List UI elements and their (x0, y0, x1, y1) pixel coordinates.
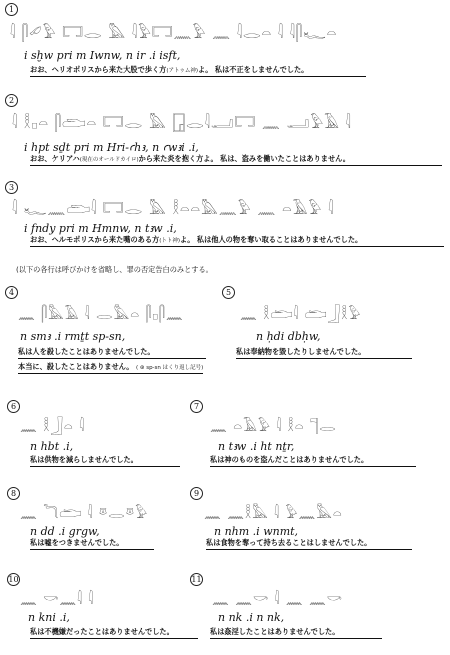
item-number-10: 10 (8, 575, 19, 584)
translation-8: 私は嘘をつきませんでした。 (30, 538, 154, 550)
translation-1-tail: よ。 私は不正をしませんでした。 (198, 65, 309, 74)
translation-4-note-paren: ( ⊛ sp-sn はくり返し記号) (135, 365, 204, 371)
transliteration-7: n tꜣw .i ht nṯr, (218, 440, 295, 453)
hieroglyph-line-9: 𓈖 𓈖𓎛𓅓 𓇋 𓅱𓈖𓅓𓏏 (204, 506, 343, 522)
hieroglyph-line-4: 𓈖 𓋴𓅓𓄿 𓇋 𓂋𓅓𓏏 𓋴𓊪𓋴𓈖 (18, 307, 184, 323)
item-number-1: 1 (5, 3, 18, 16)
transliteration-5: n ḥdi dbḥw, (256, 330, 321, 343)
transliteration-6: n hbt .i, (30, 440, 74, 453)
transliteration-8: n dd .i grgw, (30, 525, 100, 538)
translation-2-tail: から来た炎を抱く方よ。 私は、盗みを働いたことはありません。 (138, 154, 350, 163)
transliteration-11: n nk .i n nk, (218, 611, 285, 624)
translation-2 (30, 154, 442, 166)
hieroglyph-line-2: 𓇋 𓎛𓊪𓏏 𓋴𓂧𓏏 𓉐𓂋 𓅓 𓉗𓂋𓇋𓂝𓉐 𓈖 𓂝𓅱𓄿 𓇋 (12, 114, 352, 132)
translation-5: 私は奉納物を毀したりしませんでした。 (236, 347, 412, 359)
hieroglyph-line-10: 𓈖 𓎡𓈖𓇋 𓇋 (20, 592, 95, 608)
translation-6: 私は供物を減らしませんでした。 (30, 455, 180, 467)
item-number-6: 6 (7, 400, 20, 413)
item-number-2: 2 (5, 94, 18, 107)
item-number-7: 7 (190, 400, 203, 413)
hieroglyph-line-8: 𓈖 𓆓𓂧 𓇋 𓎼𓂋𓎼𓅱 (20, 506, 149, 522)
translation-2-paren: (現在のオールドカイロ) (79, 157, 139, 163)
translation-1-main: おお、ヘリオポリスから来た大股で歩く方 (30, 65, 167, 74)
intro-note: (以下の各行は呼びかけを省略し、罪の否定告白のみとする。 (16, 265, 213, 274)
transliteration-2: i hpt sḏt pri m Hri-ꜥhꜣ, n ꜥwꜣi .i, (24, 141, 199, 154)
translation-4: 私は人を殺したことはありませんでした。 (18, 347, 206, 359)
translation-7: 私は神のものを盗んだことはありませんでした。 (210, 455, 416, 467)
translation-9: 私は食物を奪って持ち去ることはしませんでした。 (206, 538, 412, 550)
item-number-3: 3 (5, 181, 18, 194)
transliteration-10: n kni .i, (28, 611, 70, 624)
transliteration-4: n smꜣ .i rmṯt sp-sn, (20, 330, 126, 343)
item-number-9: 9 (190, 487, 203, 500)
hieroglyph-line-7: 𓈖 𓏏𓄿𓅱 𓇋 𓎛𓏏 𓊹𓂋 (210, 419, 337, 435)
item-number-4: 4 (5, 286, 18, 299)
translation-10: 私は不機嫌だったことはありませんでした。 (30, 627, 198, 639)
translation-3-main: おお、ヘルモポリスから来た嘴のある方 (30, 235, 160, 244)
translation-3 (30, 235, 444, 247)
hieroglyph-line-3: 𓇋 𓆑𓈖𓂧𓇋 𓉐𓂋 𓅓 𓎛𓏏𓏏𓅓𓈖𓅱 𓈖 𓏏𓄿𓅱 𓇋 (12, 200, 335, 218)
translation-4-note-main: 本当に、殺したことはありません。 (18, 362, 134, 371)
translation-2-main: おお、ケリアハ (30, 154, 80, 163)
translation-3-paren: (トト神) (159, 238, 181, 244)
hieroglyph-line-6: 𓈖 𓎛𓃀𓏏 𓇋 (20, 419, 85, 435)
item-number-5: 5 (222, 286, 235, 299)
hieroglyph-line-11: 𓈖 𓈖𓎡 𓇋 𓈖 𓈖𓎡 (212, 592, 343, 608)
transliteration-3: i fndy pri m Hmnw, n tꜣw .i, (24, 222, 177, 235)
translation-11: 私は姦淫したことはありませんでした。 (210, 627, 382, 639)
transliteration-9: n nhm .i wnmt, (214, 525, 299, 538)
translation-1-paren: (アトゥム神) (166, 68, 199, 74)
translation-1 (30, 65, 366, 77)
item-number-8: 8 (7, 487, 20, 500)
item-number-11: 11 (191, 575, 202, 584)
hieroglyph-line-1: 𓇋 𓋴𓄔𓅱 𓉐𓂋 𓅓 𓇋𓅱𓉐𓈖𓅱 𓈖 𓇋𓂋𓏏 𓇋 𓇋𓋴𓆑𓏏 (10, 24, 338, 42)
hieroglyph-line-5: 𓈖 𓎛𓂧𓇋 𓂧𓃀𓎛𓅱 (240, 307, 362, 323)
transliteration-1: i sḫw pri m Iwnw, n ir .i isft, (24, 49, 181, 62)
translation-3-tail: よ。 私は他人の物を奪い取ることはありませんでした。 (180, 235, 363, 244)
translation-4-note (18, 362, 203, 374)
